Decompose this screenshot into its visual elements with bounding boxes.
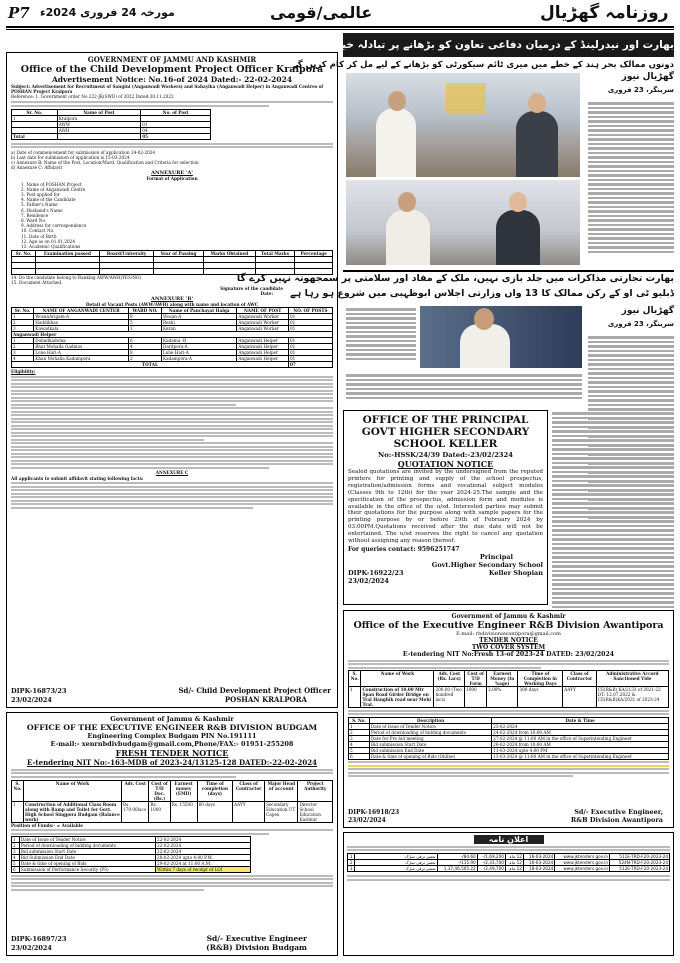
table-row: 3 Lone Hari-A 8 Lone Hari-A Anganwadi Helper 01 [12, 350, 333, 356]
table-row: 3 Kawadkala 1 Keran Anganwadi Worker 01 [12, 326, 333, 332]
budgam-dipk: DIPK-16897/23 [11, 935, 67, 943]
table-row: 3 Date for Pre bid meeting 27-02-2024 @ 11:00 AM in the office of Superintending Engineer [349, 735, 669, 741]
awantipora-dipk: DIPK-16918/23 [348, 809, 400, 816]
awantipora-dipk-date: 23/02/2024 [348, 817, 386, 824]
table-row: 5 Bid submission End Date 11-03-2024 upto 4:00 PM [349, 747, 669, 753]
school-qn: QUOTATION NOTICE [397, 459, 494, 469]
table-row: 4 Khan Mohalla Kadampora 2 Kadampora-A Anganwadi Helper 01 [12, 356, 333, 362]
article-side-col [552, 410, 674, 610]
budgam-gov: Government of Jammu & Kashmir [110, 715, 234, 723]
table-row: 4 Bid submission Start Date 26-02-2024 from 10:00 AM [349, 741, 669, 747]
table-row: 4 Bid Submission End Date 28-02-2024 upto 4:00 P.M. [12, 855, 251, 861]
table-row: 524N-TRD-F20-2023-24 www.jktenders.gov.in 16-03-2024 12 ماہ 2,31,700/- 115.90/- تعمیر ترقی سڑک 2 [348, 860, 670, 866]
annexure-b-title: ANNEXURE 'B' [150, 296, 194, 303]
urdu-tender-notice [343, 832, 674, 956]
photo-trade-minister [420, 306, 582, 368]
field-14: 14. Do the candidate belong to Ranking AWW/AWH(YES/NO) [11, 275, 142, 281]
table-row: Total 05 [12, 133, 211, 139]
table-row: 5 Date & time of opening of Bids 29-02-2024 at 11:00 A.M. [12, 861, 251, 867]
col-sr: Sr. No. [12, 109, 58, 115]
table-row: 1 Date of Issue of Tender Notice 23-02-2024 [349, 723, 669, 729]
table-row: 1 WosanArigam-A 9 Wosan-A Anganwadi Worker 01 [12, 314, 333, 320]
rnb-budgam-notice [6, 712, 338, 956]
awantipora-enit: E-tendering NIT No:Fresh 13-of 2023-24 DATED: 23/02/2024 [402, 651, 615, 658]
table-row: AWW 01 [12, 121, 211, 127]
budgam-dipk-date: 23/02/2024 [11, 944, 52, 952]
article-trade-col3 [346, 372, 582, 401]
awantipora-dates-table: S. No. Description Date & Time 1 Date of Issue of Tender Notice 23-02-2024 2 Period of downloading of bidding documents 24-02-2024 from 10:00 AM 3 Date for Pre bid meeting 27-02-2024 @ 11:00 AM in the office of Superintending Engineer 4 Bid submission Start Date 26-02-2024 from 10:00 AM 5 Bid submission End Date 11-03-2024 upto 4:00 PM 6 Date & time of opening of Bids (Online) 13-03-2024 @ 11:00 AM in the office of Superintending Engineer [348, 717, 669, 760]
table-row: 2 Period of downloading of bidding documents 22-02-2024 [12, 843, 251, 849]
vacancy-detail: Detail of Vacant Posts (AWW/AWH) along with name and location of AWC [85, 302, 259, 308]
table-row: 1 Date of Issue of Tender Notice 22-02-2024 [12, 837, 251, 843]
table-row: 1 Construction of 10.00 Mtr Span Road Girder Bridge on Tral Hanghik road near Mehi Tral. 200.00 (Two hundred lacs) 1000 2.00% 300 days AAYY CE(R&B) KA/2133 of 2021-22 DT: 12.07.2022 & CE(R&B)KA/2031 of 2023-24 [349, 687, 669, 708]
icds-dipk: DIPK-16873/23 [11, 687, 67, 695]
icds-gov: GOVERNMENT OF JAMMU AND KASHMIR [87, 55, 257, 64]
signature-date: Date: [260, 290, 273, 296]
school-date: 23/02/2024 [348, 576, 389, 585]
masthead: روزنامہ گھڑیال [540, 3, 669, 23]
icds-point: d) Annexure C: Affidavit [11, 165, 63, 171]
icds-advertisement [6, 52, 338, 708]
budgam-title: OFFICE OF THE EXECUTIVE ENGINEER R&B DIVISION BUDGAM [26, 723, 318, 732]
affidavit-text [11, 482, 333, 509]
awantipora-work-table: S. No. Name of Work Adv. Cost (Rs. Lacs) Cost of T/D Form Earnest Money (In %age) Time of Completion in Working Days Class of Contractor Administrative Accord Sanctioned Vide 1 Construction of 10.00 Mtr Span Road Girder Bridge on Tral Hanghik road near Mehi Tral. 200.00 (Two hundred lacs) 1000 2.00% 300 days AAYY CE(R&B) KA/2133 of 2021-22 DT: 12.07.2022 & CE(R&B)KA/2031 of 2023-24 [348, 670, 669, 708]
subhead-trade: ڈبلیو ٹی او کے رکن ممالک کا 13 واں وزارتی اجلاس ابوظہبی میں شروع ہو رہا ہے [290, 288, 674, 299]
school-body: Sealed quotations are invited by the undersigned from the reputed printers for printing and supply of the school prospectus, registration/admission forms and vocational subject modules (Classes 9th to 12th) for the year 2024-25.The sample and the specification of the prospectus, admission form and modules is available in the office of the u/sd. Interested parties may submit their quotations for the purpose along with sample papers for the printing purpose by or before 29th of February 2024 by 03:00PM.Quotations received after the due date will not be entertained. The u/sd reserves the right to cancel any quotation without assigning any reason thereof. [348, 469, 543, 545]
section-title: عالمی/قومی [270, 3, 373, 22]
urdu-ad-title: اعلان نامہ [474, 835, 544, 844]
affidavit-heading: All applicants to submit affidavit stating following facts: [11, 475, 144, 481]
budgam-position: Position of Funds:- = Available [11, 822, 83, 828]
col-post: Name of Post [57, 109, 140, 115]
table-row: 1 Dobadkadoma 6 Kadama -B Anganwadi Helper 01 [12, 338, 333, 344]
awantipora-tender: TENDER NOTICE [479, 637, 538, 644]
byline-defence: گھڑیال نیوز [621, 72, 674, 82]
table-row: 1 Kralpora [12, 115, 211, 121]
article-trade-col1 [346, 306, 416, 362]
budgam-dates-table [11, 836, 251, 873]
page-number: P7 [8, 4, 30, 22]
edition-date: مورخہ 24 فروری 2024ء [40, 6, 175, 19]
headline-trade: بھارت تجارتی مذاکرات میں جلد بازی نہیں، ملک کے مفاد اور سلامتی پر سمجھوتہ نہیں کرے گا [236, 273, 674, 284]
awantipora-title: Office of the Executive Engineer R&B Division Awantipora [353, 620, 664, 631]
icds-point: a) Date of commencement for submission of application 24-02-2024 [11, 149, 156, 155]
table-row: 511E-TRD-F20-2023-24 www.jktenders.gov.in 16-03-2024 12 ماہ 1,69,200/- 84.60/- تعمیر ترقی سڑک 1 [348, 854, 670, 860]
icds-dipk-date: 23/02/2024 [11, 696, 52, 704]
school-ref: No:-HSSK/24/39 Dated:-23/02/2324 [378, 451, 513, 459]
table-row: 1 Construction of Additional Class Room along with Ramp and Toilet for Govt. High School Singpora Budgam (Balance work) Rs. 179.00lacs Rs. 1000 Rs. 15500 60 days AAYY Secondary Education UT Capex Director School Education Kashmir [12, 801, 333, 822]
icds-reference: Reference: 1. Government order No 222-JK(SWD) of 2022 Dated:30.11.2022 [11, 94, 174, 100]
article-defence-col [588, 100, 674, 255]
col-count: No. of Post [141, 109, 211, 115]
table-row: 2 Haddikhas 5 Reshi Anganwadi Worker 01 [12, 320, 333, 326]
budgam-signatory: Sd/- Executive Engineer [206, 934, 307, 943]
school-title: OFFICE OF THE PRINCIPAL GOVT HIGHER SECONDARY SCHOOL KELLER [361, 414, 530, 450]
budgam-fresh: FRESH TENDER NOTICE [115, 748, 229, 758]
school-principal-of: Govt.Higher Secondary School [431, 560, 543, 569]
annexure-a-title: ANNEXURE 'A' [151, 170, 193, 177]
budgam-email: E-mail:- xenrnbdivbudgam@gmail.com,Phone/FAX:- 01951-255208 [50, 740, 294, 748]
icds-office: Office of the Child Development Project Officer Kralpora [20, 64, 324, 75]
annexure-c-title: ANNEXURE C [155, 470, 189, 476]
application-form: 1. Name of POSHAN Project 2. Name of Anganwadi Centre 3. Post applied for 4. Name of the Candidate 5. Father's Name 6. Husband's Name 7. Residence 8. Ward No. 9. Address for correspondence 10. Contact No. 11. Date of Birth 12. Age as on 01.01.2024 13. Academic Qualifications [21, 181, 87, 250]
icds-signatory-place: POSHAN KRALPORA [224, 695, 307, 704]
eligibility-title: Eligibility: [11, 369, 36, 375]
qualification-table: Sr. No. Examination passed Board/University Year of Passing Marks Obtained Total Marks Percentage [11, 250, 333, 275]
budgam-work-table: S. No. Name of Work Adv. Cost Cost of T/D Doc. (Rs.) Earnest money (EMD) Time of completion (days) Class of Contractor Major Head of account Project Authority 1 Construction of Additional Class Room along with Ramp and Toilet for Govt. High School Singpora Budgam (Balance work) Rs. 179.00lacs Rs. 1000 Rs. 15500 60 days AAYY Secondary Education UT Capex Director School Education Kashmir [11, 780, 333, 823]
rnb-awantipora-notice [343, 610, 674, 828]
eligibility-text [11, 376, 333, 469]
table-row: AWH 04 [12, 127, 211, 133]
icds-subject: Subject: Advertisement for Recruitment of Sangini (Anganwadi Workers) and Sahayika (Anganwadi Helper) in Anganwadi Centres of POSHAN Project Kralpora [11, 84, 324, 95]
awantipora-gov: Government of Jammu & Kashmir [451, 613, 566, 620]
awantipora-email: E-mail: rbdivisionawantipora@gmail.com [456, 631, 561, 637]
budgam-address: Engineering Complex Budgam PIN No.191111 [87, 732, 257, 740]
byline-trade: گھڑیال نیوز [621, 306, 674, 316]
table-row: 2 Period of downloading of bidding documents 24-02-2024 from 10:00 AM [349, 729, 669, 735]
school-contact: For queries contact: 9596251747 [348, 545, 460, 553]
subhead-defence: دونوں ممالک بحر ہند کے خطے میں میری ٹائم سیکورٹی کو بڑھانے کے لیے مل کر کام کریں گے [292, 60, 674, 70]
dateline-trade: سرینگر، 23 فروری [607, 320, 674, 328]
candidate-signature: Signature of the candidate [220, 285, 283, 291]
school-dipk: DIPK-16922/23 [348, 568, 404, 577]
header-rule [6, 26, 674, 28]
photo-ministers-meeting [346, 73, 580, 177]
headline-defence: بھارت اور نیدرلینڈ کے درمیان دفاعی تعاون کو بڑھانے پر تبادلہ خیال کیا [343, 33, 674, 57]
table-row: 6 Submission of Performance Security (PS) Within 7 days of receipt of LOI [12, 867, 251, 873]
budgam-signatory-place: (R&B) Division Budgam [206, 943, 307, 952]
icds-point: b) Last date for submission of application is 15-03-2024 [11, 154, 130, 160]
photo-ministers-handshake [346, 180, 580, 265]
urdu-tender-table [347, 853, 670, 872]
table-row: 2 Bhat Mohalla Gadmas 4 Dardpora-A Anganwadi Helper 01 [12, 344, 333, 350]
school-place: Keller Shopian [488, 568, 543, 577]
field-15: 15. Document Attached. [11, 280, 63, 286]
vacancy-table: Sr. No. NAME OF ANGANWADI CENTER WARD NO. Name of Panchayat Halqa NAME OF POST NO. OF POSTS 1 WosanArigam-A 9 Wosan-A Anganwadi Worker 01 2 Haddikhas 5 Reshi Anganwadi Worker 01 3 Kawadkala 1 Keran Anganwadi Worker 01 Anganwadi Helper 1 Dobadkadoma 6 Kadama -B Anganwadi Helper 01 2 Bhat Mohalla Gadmas 4 Dardpora-A Anganwadi Helper 01 3 Lone Hari-A 8 Lone Hari-A Anganwadi Helper 01 4 Khan Mohalla Kadampora 2 Kadampora-A Anganwadi Helper 01 TOTAL 07 [11, 307, 333, 368]
budgam-enit: E-tendering NIT No:-163-MDB of 2023-24/13125-128 DATED:-22-02-2024 [27, 758, 317, 767]
icds-notice: Advertisement Notice: No.16-of 2024 Dated:- 22-02-2024 [51, 75, 293, 84]
awantipora-signatory: Sd/- Executive Engineer, [574, 808, 663, 816]
icds-signatory: Sd/- Child Development Project Officer [178, 686, 331, 695]
awantipora-system: TWO COVER SYSTEM [471, 644, 546, 651]
table-row: 512E-TRD-F20-2023-24 www.jktenders.gov.in 18-03-2024 12 ماہ 2,49,700/- 1,37,46,505.22 تعمیر ترقی سڑک 3 [348, 866, 670, 872]
format-title: Format of Application [146, 176, 198, 182]
table-row: 3 Bid submission Start Date 22-02-2024 [12, 849, 251, 855]
table-row: 6 Date & time of opening of Bids (Online) 13-03-2024 @ 11:00 AM in the office of Superintending Engineer [349, 753, 669, 759]
icds-point: c) Annexure B: Name of the Post, Location/Ward, Qualification and Criteria for selection [11, 160, 199, 166]
header-rule-thin [6, 29, 674, 30]
school-principal: Principal [479, 552, 513, 561]
news-divider [343, 270, 674, 272]
icds-posts-table [11, 109, 211, 140]
awantipora-signatory-place: R&B Division Awantipora [570, 816, 663, 824]
school-quotation-notice [343, 410, 548, 605]
dateline-defence: سرینگر، 23 فروری [607, 86, 674, 94]
